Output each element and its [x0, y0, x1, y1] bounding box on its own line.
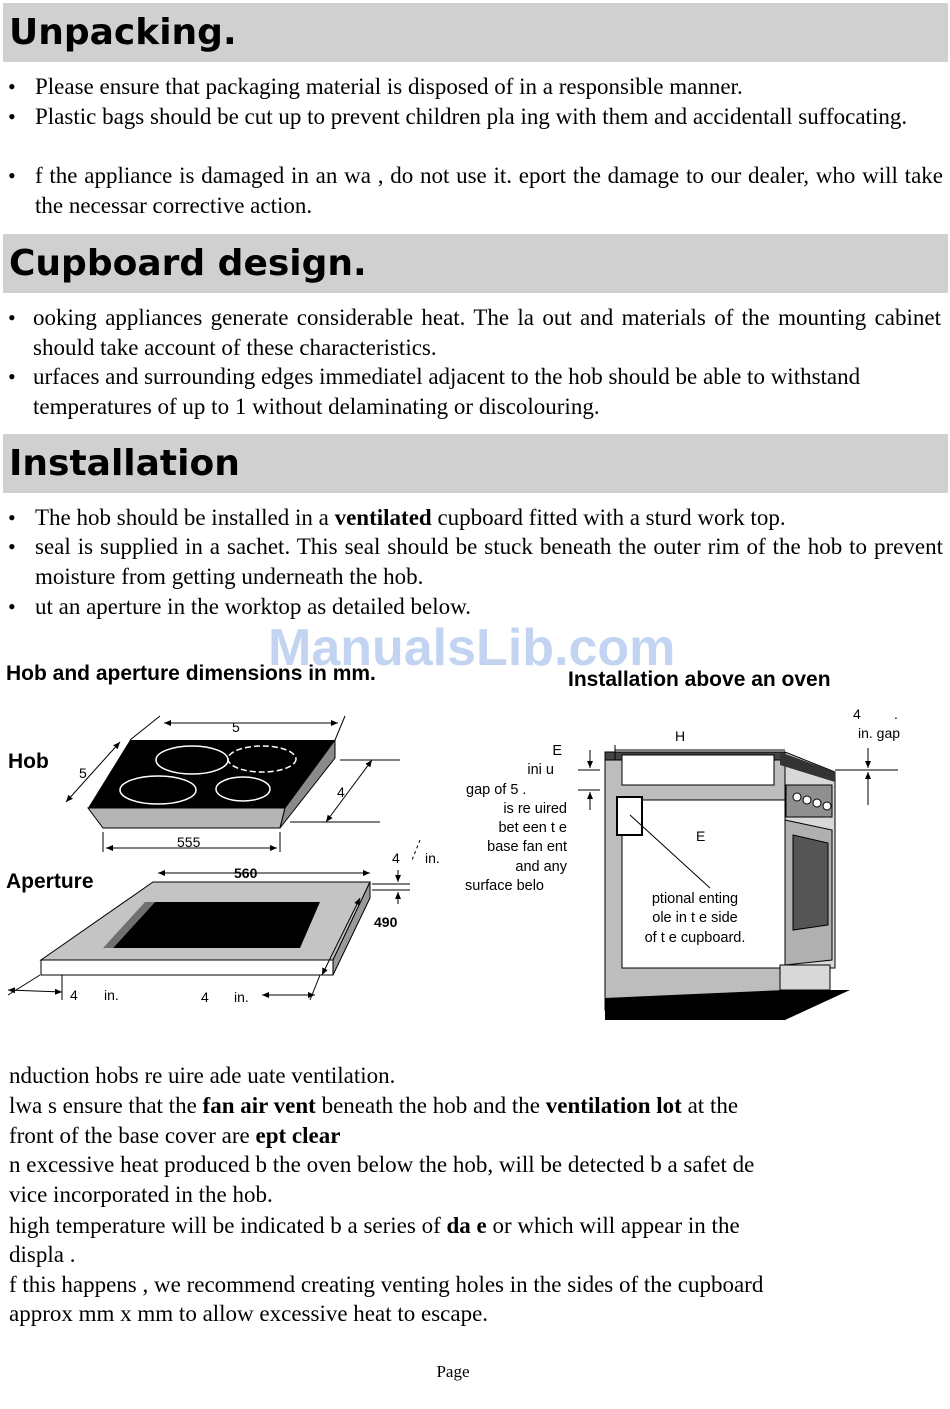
min-gap-note-line: gap of 5 . — [466, 781, 527, 798]
ventilation-line-1: nduction hobs re uire ade uate ventilation. — [9, 1063, 396, 1088]
section-title-unpacking: Unpacking. — [3, 3, 948, 62]
installation-bullet-1: The hob should be installed in a ventilated cupboard fitted with a sturd work top. — [35, 505, 786, 530]
hob-dim-top: 5 — [232, 719, 240, 735]
oven-installation-title: Installation above an oven — [568, 668, 831, 691]
unpacking-bullet-2: Plastic bags should be cut up to prevent children pla ing with them and accidentall suffocating. — [35, 104, 908, 129]
hob-label: Hob — [8, 750, 49, 773]
ventilation-line-4: n excessive heat produced b the oven below the hob, will be detected b a safet de — [9, 1152, 755, 1177]
optional-venting-line: of t e cupboard. — [644, 929, 746, 946]
unpacking-bullet-3: f the appliance is damaged in an wa , do not use it. eport the damage to our dealer, who will take the necessar corrective action. — [35, 163, 943, 218]
aperture-bottom-mid-unit: in. — [234, 989, 249, 1005]
bullet-marker: • — [8, 534, 16, 559]
bullet-marker: • — [8, 163, 16, 188]
min-gap-note-line: E — [552, 743, 562, 759]
optional-venting-line: ptional enting — [651, 891, 739, 907]
aperture-depth: 490 — [374, 914, 398, 930]
min-gap-note-line: surface belo — [465, 878, 544, 895]
min-gap-note-line: ini u — [527, 762, 554, 779]
cupboard-bullet-2: urfaces and surrounding edges immediatel adjacent to the hob should be able to withstand temperatures of up to 1 without delaminating or discolouring. — [33, 364, 861, 419]
hob-aperture-title: Hob and aperture dimensions in mm. — [6, 662, 376, 685]
cupboard-e-label: E — [696, 828, 706, 844]
section-title-cupboard-design: Cupboard design. — [3, 234, 948, 293]
oven-installation-drawing — [578, 745, 898, 1020]
aperture-bottom-left-unit: in. — [104, 987, 119, 1003]
hob-dim-front: 555 — [177, 834, 201, 850]
optional-venting-note — [630, 890, 760, 948]
min-gap-note-line: base fan ent — [487, 839, 567, 856]
aperture-bottom-mid-num: 4 — [201, 989, 209, 1005]
section-title-installation: Installation — [3, 434, 948, 493]
aperture-drawing — [8, 840, 420, 1000]
hob-drawing — [66, 716, 400, 852]
aperture-label: Aperture — [6, 870, 94, 893]
unpacking-bullet-1: Please ensure that packaging material is disposed of in a responsible manner. — [35, 74, 743, 99]
bullet-marker: • — [8, 364, 16, 389]
watermark: ManualsLib.com — [268, 619, 676, 677]
oven-gap-label: in. gap — [858, 725, 901, 741]
oven-gap-num: 4 — [853, 706, 861, 722]
ventilation-line-9: approx mm x mm to allow excessive heat to escape. — [9, 1301, 489, 1326]
ventilation-line-6: high temperature will be indicated b a series of da e or which will appear in the — [9, 1213, 740, 1238]
oven-gap-dot: . — [894, 706, 898, 722]
installation-bullet-3: ut an aperture in the worktop as detailed below. — [35, 594, 472, 619]
aperture-gap-num: 4 — [392, 850, 400, 866]
cupboard-bullet-1: ooking appliances generate considerable heat. The la out and materials of the mounting cabinet should take account of these characteristics. — [33, 305, 941, 360]
ventilation-line-7: displa . — [9, 1242, 76, 1267]
aperture-gap-unit: in. — [425, 850, 440, 866]
min-gap-note-line: is re uired — [503, 800, 567, 817]
optional-venting-line: ole in t e side — [652, 910, 738, 927]
min-gap-note-line: bet een t e — [498, 820, 567, 837]
hob-dim-left: 5 — [79, 765, 87, 781]
ventilation-line-2: lwa s ensure that the fan air vent beneath the hob and the ventilation lot at the — [9, 1093, 739, 1118]
hob-dim-right: 4 — [337, 784, 345, 800]
aperture-width: 560 — [234, 865, 258, 881]
hob-h-label: H — [675, 728, 686, 744]
min-gap-note-line: and any — [515, 858, 567, 875]
page-footer: Page — [436, 1362, 470, 1381]
bullet-marker: • — [8, 305, 16, 330]
ventilation-line-8: f this happens , we recommend creating venting holes in the sides of the cupboard — [9, 1272, 764, 1297]
bullet-marker: • — [8, 594, 16, 619]
min-gap-note — [455, 742, 567, 896]
bullet-marker: • — [8, 74, 16, 99]
ventilation-line-3: front of the base cover are ept clear — [9, 1123, 341, 1148]
bullet-marker: • — [8, 505, 16, 530]
bullet-marker: • — [8, 104, 16, 129]
aperture-bottom-left-num: 4 — [70, 987, 78, 1003]
ventilation-line-5: vice incorporated in the hob. — [9, 1182, 273, 1207]
installation-bullet-2: seal is supplied in a sachet. This seal should be stuck beneath the outer rim of the hob to prevent moisture from getting underneath the hob. — [35, 534, 943, 589]
